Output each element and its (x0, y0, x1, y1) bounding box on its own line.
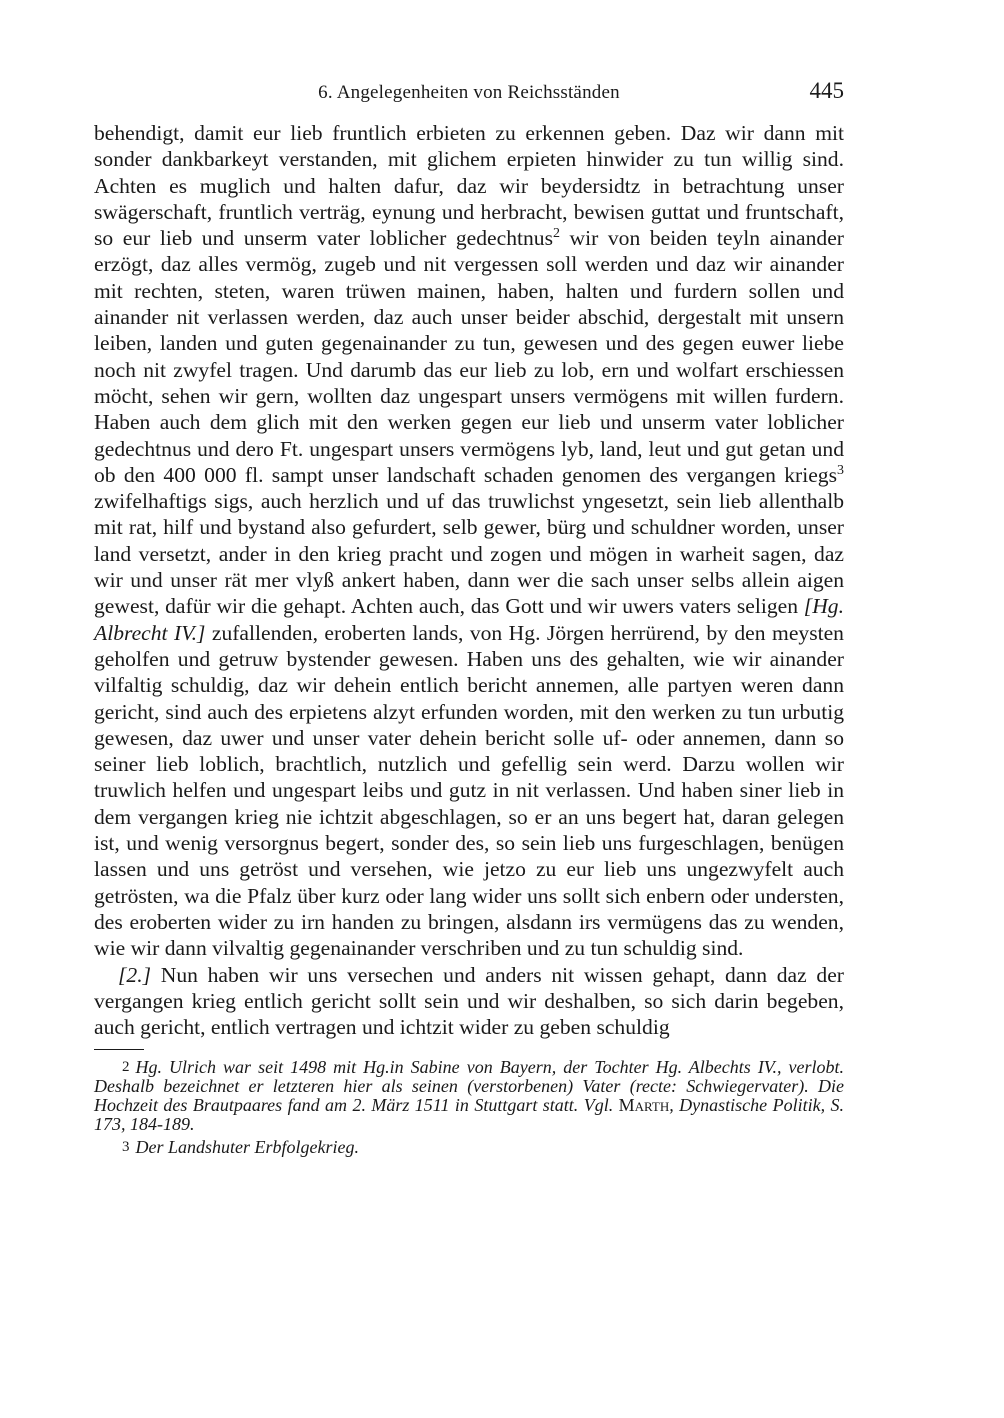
footnote-number: 3 (122, 1139, 130, 1156)
running-title: 6. Angelegenheiten von Reichsständen (318, 82, 620, 103)
footnote-text: Hg. Ulrich war seit 1498 mit Hg.in Sabine von Bayern, der Tochter Hg. Albechts IV., verlobt. Deshalb bezeichnet er letzteren hier als seinen (verstorbenen) Vater (recte: Schwiegervater). Die Hochzeit des Brautpaares fand am 2. März 1511 in Stuttgart statt. Vgl. (94, 1057, 844, 1116)
footnote-author: Marth (618, 1095, 670, 1116)
document-page (94, 78, 844, 1161)
paragraph-1-part-3: zwifelhaftigs sigs, auch herzlich und uf das truwlichst yngesetzt, sein lieb allenthalb mit rat, hilf und bystand also gefurdert, selb gewer, bürg und schuldner worden, unser land versetzt, ander in den krieg pracht und zogen und mögen in warheit sagen, daz wir und unser rät mer vlyß ankert haben, dann wer die sach unser selbs allein aigen gewest, dafür wir die gehapt. Achten auch, das Gott und wir uwers vaters seligen (94, 489, 844, 619)
footnote-text-cont: , Dynastische Politik, S. 173, 184-189. (94, 1095, 844, 1135)
page-header (94, 78, 844, 114)
paragraph-1-part-2: wir von beiden teyln ainander erzögt, daz alles vermög, zugeb und nit vergessen soll werden und daz wir ainander mit rechten, steten, waren trüwen mainen, haben, halten und furdern sollen und ainander nit verlassen werden, daz auch unser beider abschid, dergestalt mit unsern leiben, landen und guten gegenainander zu tun, gewesen und des gegen euwer liebe noch nit zwyfel tragen. Und darumb das eur lieb zu lob, ern und wolfart erschiessen möcht, sehen wir gern, wollten daz ungespart unsers vermögens mit willen furdern. Haben auch dem glich mit den werken gegen eur lieb und unserm vater loblicher gedechtnus und dero Ft. ungespart unsers vermögens lyb, land, leut und gut getan und ob den 400 000 fl. sampt unser landschaft schaden genomen des vergangen kriegs (94, 226, 844, 487)
page-number: 445 (809, 78, 844, 103)
footnotes (94, 1058, 844, 1157)
paragraph-2-text: Nun haben wir uns versechen und anders nit wissen gehapt, dann daz der vergangen krieg entlich gericht sollt sein und wir deshalben, so sich darin begeben, auch gericht, entlich vertragen und ichtzit wider zu geben schuldig (94, 962, 844, 1040)
paragraph-1-part-4: zufallenden, eroberten lands, von Hg. Jörgen herrürend, by den meysten geholfen und getruw bystender gewesen. Haben uns des gehalten, wie wir ainander vilfaltig schuldig, daz wir dehein entlich bericht annemen, alle partyen weren dann gericht, sind auch des erpietens alzyt erfunden worden, mit den werken zu tun urbutig gewesen, daz uwer und unser vater dehein bericht solle uf- oder annemen, dann so seiner lieb loblich, brachtlich, nutzlich und gefellig sein werd. Darzu wollen wir truwlich helfen und ungespart leibs und gutz in nit verlassen. Und haben siner lieb in dem vergangen krieg nie ichtzit abgeschlagen, so er an uns begert hat, daran gelegen ist, und wenig versorgnus begert, sonder des, so sein lieb uns furgeschlagen, benügen lassen und uns getröst und versehen, wie jetzo zu eur lieb uns ungezwyfelt auch getrösten, wa die Pfalz über kurz oder lang wider uns sollt sich enbern oder understen, des eroberten wider zu irn handen zu bringen, alsdann irs vermügens das zu wenden, wie wir dann vilvaltig gegenainander verschriben und zu tun schuldig sind. (94, 620, 844, 961)
section-marker: [2.] (118, 962, 152, 987)
paragraph-1-part-1: behendigt, damit eur lieb fruntlich erbieten zu erkennen geben. Daz wir dann mit sonder dankbarkeyt verstanden, mit glichem erpieten hinwider zu tun willig sind. Achten es muglich und halten dafur, daz wir beydersidtz in betrachtung unser swägerschaft, fruntlich verträg, eynung und herbracht, bewisen guttat und fruntschaft, so eur lieb und unserm vater loblicher gedechtnus (94, 121, 844, 251)
footnote-ref-3[interactable]: 3 (837, 462, 844, 478)
footnote-divider (94, 1049, 144, 1050)
footnote-3 (94, 1138, 844, 1157)
paragraph-2 (94, 962, 844, 1041)
footnote-ref-2[interactable]: 2 (553, 226, 560, 241)
main-text (94, 120, 844, 1040)
footnote-text: Der Landshuter Erbfolgekrieg. (135, 1137, 359, 1158)
footnote-2 (94, 1058, 844, 1134)
editorial-insertion: [Hg. Albrecht IV.] (94, 594, 844, 645)
footnote-number: 2 (122, 1059, 130, 1076)
paragraph-1 (94, 120, 844, 962)
